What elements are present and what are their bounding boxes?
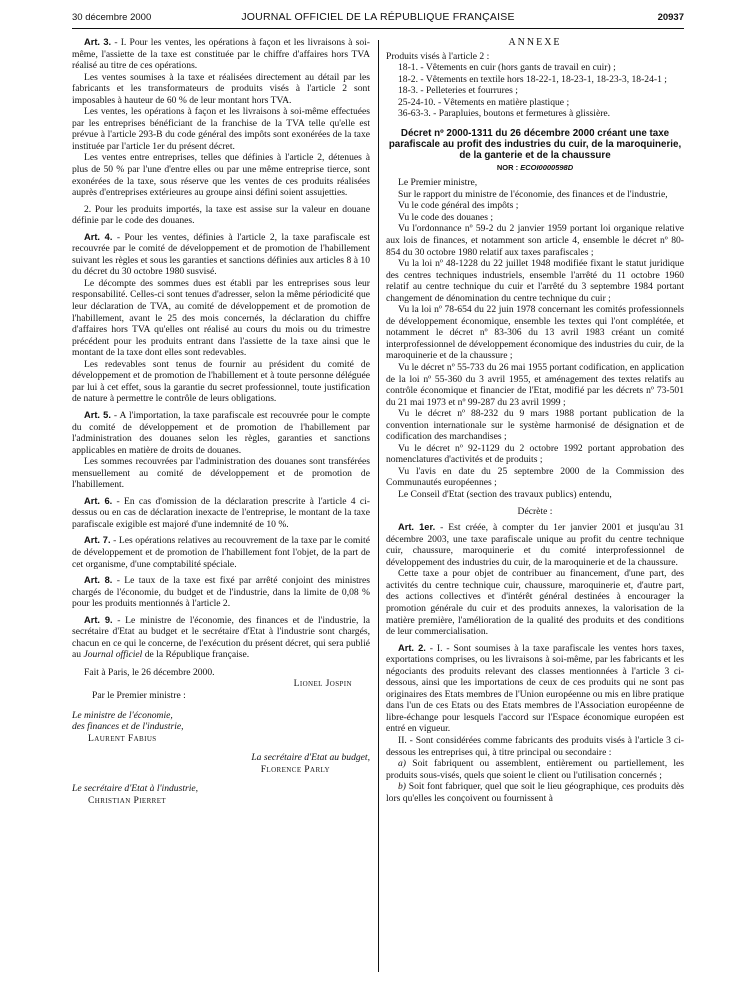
art3-paragraph-1: Art. 3. - I. Pour les ventes, les opérations à façon et les livraisons à soi-même, l'assiette de la taxe est constituée par le chiffre d'affaires hors TVA réalisé au titre de ces opérations. (72, 37, 370, 72)
header-date: 30 décembre 2000 (72, 12, 152, 23)
minister-title-2: des finances et de l'industrie, (72, 721, 184, 733)
art2-paragraph-2: II. - Sont considérées comme fabricants des produits visés à l'article 3 ci-dessous les entreprises qui, à titre principal ou secondaire : (386, 734, 684, 758)
right-column (386, 37, 684, 804)
header-rule (72, 28, 684, 29)
art5-paragraph-2: Les sommes recouvrées par l'administration des douanes sont transférées mensuellement au comité de développement et de promotion de l'habillement. (72, 456, 370, 491)
art4-paragraph-3: Les redevables sont tenus de fournir au président du comité de développement et de promotion de l'habillement et à toute personne déléguée par lui à cet effet, sous la garantie du secret professionnel, toute justification de nature à permettre le contrôle de leurs obligations. (72, 358, 370, 405)
annex-item: 18-3. - Pelleteries et fourrures ; (398, 85, 518, 97)
art8-paragraph-1: Art. 8. - Le taux de la taxe est fixé par arrêté conjoint des ministres chargés de l'économie, du budget et de l'industrie, dans la limite de 0,08 % pour les produits mentionnés à l'article 2. (72, 575, 370, 610)
annex-item: 25-24-10. - Vêtements en matière plastique ; (398, 96, 570, 108)
art1-paragraph-2: Cette taxe a pour objet de contribuer au financement, d'une part, des activités du centre technique cuir, chaussure, maroquinerie et, d'autre part, des actions collectives et d'intérêt général destinées à encourager la promotion générale du cuir et des produits annexes, la valorisation de la matière première, l'amélioration de la qualité des produits et des conditions de leur commercialisation. (386, 568, 684, 638)
visa-item: Vu le code des douanes ; (398, 211, 494, 223)
art4-paragraph-1: Art. 4. - Pour les ventes, définies à l'article 2, la taxe parafiscale est recouvrée par le comité de développement et de promotion de l'habillement suivant les règles et sous les garanties et sanctions définies aux articles 8 à 10 du décret du 30 octobre 1980 susvisé. (72, 231, 370, 278)
art3-paragraph-3: Les ventes, les opérations à façon et les livraisons à soi-même effectuées par les entreprises bénéficiant de la franchise de la TVA telle qu'elle est prévue à l'article 293-B du code général des impôts sont exonérées de la taxe instituée par l'article 1er du présent décret. (72, 106, 370, 152)
annex-title: ANNEXE (508, 37, 562, 48)
art8-heading: Art. 8. (84, 575, 113, 586)
visa-item: Vu le décret nº 55-733 du 26 mai 1955 portant codification, en application de la loi nº 55-360 du 3 avril 1955, et aménagement des textes relatifs au contrôle économique et financier de l'Etat, modifié par les décrets nº 73-501 du 21 mai 1973 et nº 99-287 du 23 avril 1999 ; (386, 362, 684, 408)
art2-item-a: a) Soit fabriquent ou assemblent, entièrement ou partiellement, les produits sous-visés, quels que soient le client ou l'utilisation concernés ; (386, 758, 684, 781)
art1-paragraph-1: Art. 1er. - Est créée, à compter du 1er janvier 2001 et jusqu'au 31 décembre 2003, une taxe parafiscale unique au profit du centre technique cuir, chaussure, maroquinerie et du comité interprofessionnel de développement des industries du cuir, de la maroquinerie et de la chaussure. (386, 522, 685, 568)
art4-paragraph-2: Le décompte des sommes dues est établi par les entreprises sous leur responsabilité. Celles-ci sont tenues d'adresser, selon la même périodicité que leur déclaration de TVA, au comité de développement et de promotion de l'habillement, avant le 25 des mois concernés, la déclaration du chiffre d'affaires hors TVA qu'elles ont réalisé au cours du mois ou du trimestre précédent pour les produits entrant dans l'assiette de la taxe ainsi que le montant de la taxe dont elles sont redevables. (72, 277, 370, 359)
visa-item: Vu la loi nº 78-654 du 22 juin 1978 concernant les comités professionnels de développement économique, ensemble les textes qui l'ont complétée, et notamment le décret nº 83-306 du 13 avril 1983 créant un comité interprofessionnel de développement économique des industries du cuir, de la maroquinerie et de la chaussure ; (386, 304, 685, 362)
done-at: Fait à Paris, le 26 décembre 2000. (84, 666, 215, 678)
art6-paragraph-1: Art. 6. - En cas d'omission de la déclaration prescrite à l'article 4 ci-dessus ou en cas de déclaration inexacte de l'entreprise, le montant de la taxe parafiscale exigible est majoré d'une indemnité de 10 %. (72, 495, 370, 530)
report-line: Sur le rapport du ministre de l'économie, des finances et de l'industrie, (398, 188, 668, 200)
visa-item: Vu l'ordonnance nº 59-2 du 2 janvier 1959 portant loi organique relative aux lois de finances, et notamment son article 4, ensemble le décret nº 80-854 du 30 octobre 1980 relatif aux taxes parafiscales ; (386, 223, 684, 258)
nor-value: ECOI0000598D (520, 162, 574, 172)
minister-title-1: Le ministre de l'économie, (72, 709, 173, 721)
header-page-number: 20937 (657, 12, 684, 23)
visa-item: Vu le code général des impôts ; (398, 200, 519, 212)
visa-item: Le Conseil d'Etat (section des travaux publics) entendu, (398, 489, 612, 501)
art9-heading: Art. 9. (84, 614, 113, 625)
prime-minister-name: Lionel Jospin (293, 678, 352, 690)
signature-block (72, 667, 370, 806)
annex-item: 36-63-3. - Parapluies, boutons et fermetures à glissière. (398, 108, 611, 120)
art6-heading: Art. 6. (84, 495, 113, 506)
left-column (72, 37, 370, 806)
pm-intro: Le Premier ministre, (398, 177, 478, 189)
art3-paragraph-4: Les ventes entre entreprises, telles que définies à l'article 2, détenues à plus de 50 % par l'une d'entre elles ou par une même entreprise tierce, sont exonérées de la taxe, sous réserve que les ventes de ces produits réalisées auprès d'entreprises extérieures au groupe ainsi défini soient assujetties. (72, 152, 370, 199)
decree-title: Décret nº 2000-1311 du 26 décembre 2000 créant une taxe parafiscale au profit des industries du cuir, de la maroquinerie, de la ganterie et de la chaussure (388, 127, 682, 162)
art7-heading: Art. 7. (84, 535, 111, 546)
budget-secretary-title: La secrétaire d'Etat au budget, (251, 752, 370, 764)
art2-paragraph-1: Art. 2. - I. - Sont soumises à la taxe parafiscale les ventes hors taxes, exportations comprises, ou les livraisons à soi-même, par les fabricants et les négociants des produits relevant des classes mentionnées à l'article 3 ci-dessous, ainsi que les importations de ceux de ces produits qui ne sont pas originaires des Etats membres de l'Union européenne ou mis en libre pratique dans l'un de ces Etats ou des Etats membres de l'Association européenne de libre-échange pour lesquels l'accord sur l'Espace économique européen est entré en vigueur. (386, 642, 684, 735)
art5-heading: Art. 5. (84, 409, 111, 420)
art2-heading: Art. 2. (398, 642, 426, 653)
art3-paragraph-2: Les ventes soumises à la taxe et réalisées directement au détail par les fabricants et les transformateurs de produits visés à l'article 2 sont imposables à hauteur de 60 % de leur montant hors TVA. (72, 71, 370, 106)
art7-paragraph-1: Art. 7. - Les opérations relatives au recouvrement de la taxe par le comité de développement et de promotion de l'habillement font l'objet, de la part de cet organisme, d'une comptabilité spéciale. (72, 535, 370, 570)
annex-item: 18-2. - Vêtements en textile hors 18-22-1, 18-23-1, 18-23-3, 18-24-1 ; (398, 73, 667, 85)
art4-heading: Art. 4. (84, 231, 113, 242)
journal-officiel-ref: Journal officiel (83, 649, 143, 661)
nor-reference: NOR : ECOI0000598D (496, 162, 574, 172)
art9-paragraph-1: Art. 9. - Le ministre de l'économie, des finances et de l'industrie, la secrétaire d'Etat au budget et le secrétaire d'Etat à l'industrie sont chargés, chacun en ce qui le concerne, de l'exécution du présent décret, qui sera publié au Journal officiel de la République française. (72, 614, 370, 661)
art3-paragraph-5: 2. Pour les produits importés, la taxe est assise sur la valeur en douane définie par le code des douanes. (72, 203, 370, 227)
page-header (72, 11, 684, 25)
art5-paragraph-1: Art. 5. - A l'importation, la taxe parafiscale est recouvrée pour le compte du comité de développement et de promotion de l'habillement par l'administration des douanes selon les règles, garanties et sanctions applicables en matière de droits de douanes. (72, 409, 370, 456)
decrete-line: Décrète : (517, 505, 553, 517)
art3-heading: Art. 3. (84, 37, 112, 47)
visa-item: Vu l'avis en date du 25 septembre 2000 de la Commission des Communautés européennes ; (386, 465, 684, 489)
industry-secretary-name: Christian Pierret (88, 794, 167, 806)
annex-intro: Produits visés à l'article 2 : (386, 50, 490, 62)
art1-heading: Art. 1er. (398, 522, 436, 533)
budget-secretary-name: Florence Parly (260, 763, 330, 775)
visa-item: Vu la loi nº 48-1228 du 22 juillet 1948 modifiée fixant le statut juridique des centres techniques industriels, ensemble l'arrêté du 11 octobre 1960 relatif au centre technique du cuir et l'arrêté du 3 septembre 1984 portant changement de dénomination du centre technique du cuir ; (386, 258, 684, 304)
visa-item: Vu le décret nº 92-1129 du 2 octobre 1992 portant approbation des nomenclatures d'activités et de produits ; (386, 442, 684, 466)
column-divider (378, 40, 379, 972)
art2-item-b: b) Soit font fabriquer, quel que soit le lieu géographique, ces produits dès lors qu'elles les conçoivent ou fournissent à (386, 781, 684, 804)
visa-item: Vu le décret nº 88-232 du 9 mars 1988 portant publication de la convention internationale sur le système harmonisé de désignation et de codification des marchandises ; (386, 408, 684, 443)
header-title: JOURNAL OFFICIEL DE LA RÉPUBLIQUE FRANÇAISE (241, 11, 515, 23)
industry-secretary-title: Le secrétaire d'Etat à l'industrie, (72, 783, 199, 795)
minister-name: Laurent Fabius (88, 732, 157, 744)
by-prime-minister: Par le Premier ministre : (92, 689, 186, 701)
annex-item: 18-1. - Vêtements en cuir (hors gants de travail en cuir) ; (398, 62, 616, 74)
